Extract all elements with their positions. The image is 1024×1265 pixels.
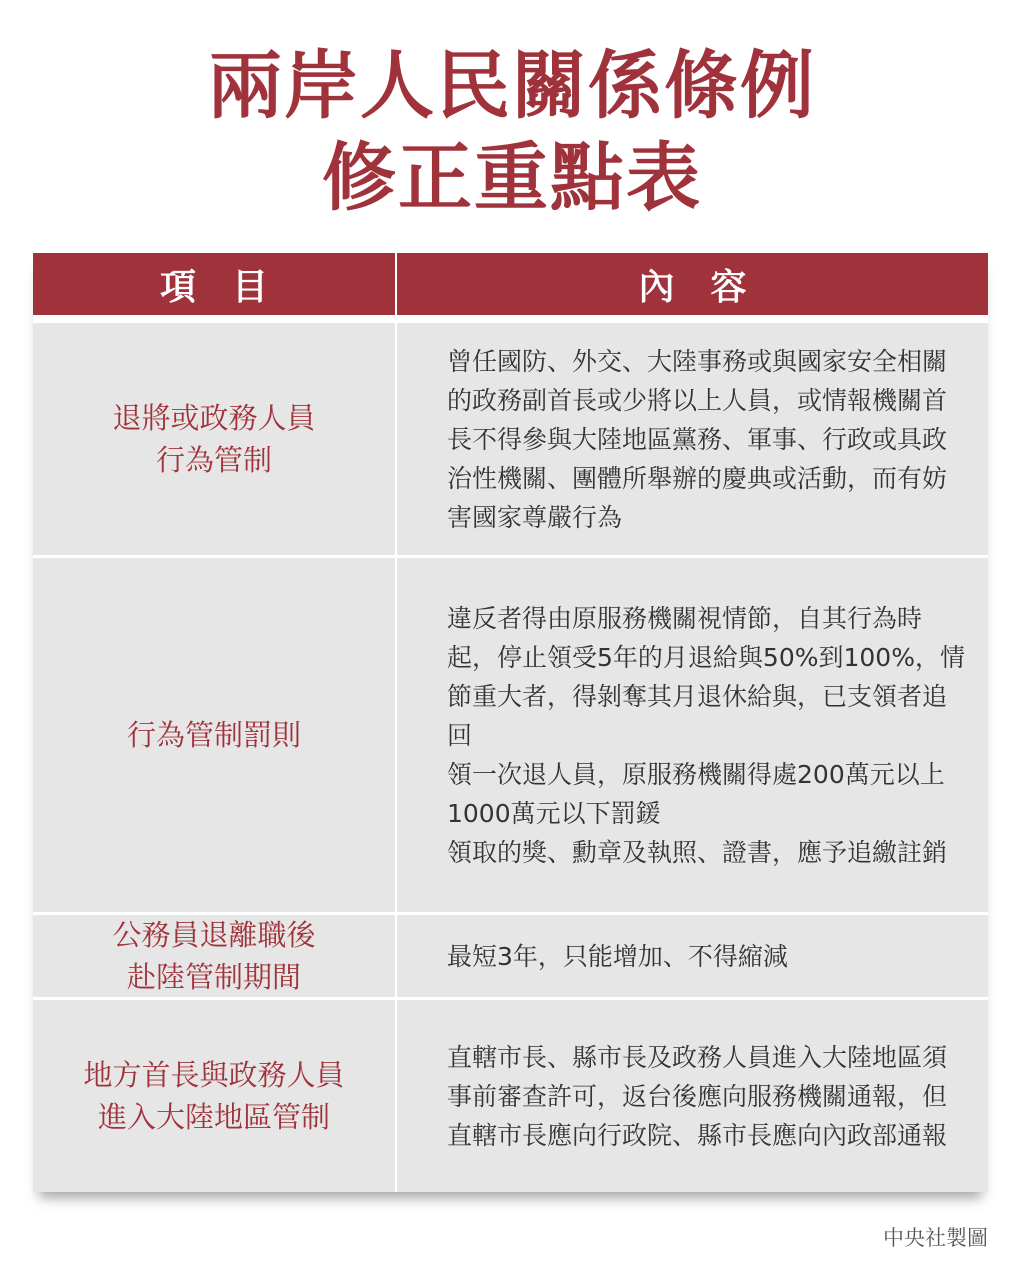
row-content-text: 領取的獎、勳章及執照、證書，應予追繳註銷 (447, 837, 948, 867)
title-line-2: 修正重點表 (322, 135, 702, 221)
row-content-cell (397, 915, 988, 997)
row-content-cell (397, 1000, 988, 1192)
row-content-cell (397, 323, 988, 555)
row-item-line: 行為管制罰則 (126, 718, 301, 752)
row-item-line: 行為管制 (155, 443, 272, 477)
row-content-cell (397, 558, 988, 912)
row-item-cell (33, 323, 397, 555)
row-item-line: 赴陸管制期間 (126, 960, 301, 994)
row-item-line: 退將或政務人員 (112, 401, 316, 435)
table-header (33, 253, 988, 315)
header-gap (33, 315, 988, 323)
table-row (33, 558, 988, 915)
table-row (33, 323, 988, 558)
row-content-text: 違反者得由原服務機關視情節，自其行為時起，停止領受5年的月退給與50%到100%，情節重大者，得剝奪其月退休給與，已支領者追回 (447, 603, 965, 750)
amendment-table (33, 253, 988, 1192)
row-content-text: 最短3年，只能增加、不得縮減 (447, 941, 788, 971)
row-item-line: 進入大陸地區管制 (97, 1100, 330, 1134)
row-item-line: 公務員退離職後 (112, 918, 316, 952)
table-row (33, 1000, 988, 1192)
source-credit: 中央社製圖 (883, 1226, 988, 1250)
row-item-line: 地方首長與政務人員 (83, 1058, 345, 1092)
row-item-cell (33, 558, 397, 912)
title-line-1: 兩岸人民關係條例 (208, 43, 816, 129)
header-content: 內容 (638, 266, 783, 308)
table-row (33, 915, 988, 1000)
row-item-cell (33, 915, 397, 997)
row-content-text: 直轄市長、縣市長及政務人員進入大陸地區須事前審查許可，返台後應向服務機關通報，但直轄市長應向行政院、縣市長應向內政部通報 (447, 1042, 948, 1150)
row-content-text: 領一次退人員，原服務機關得處200萬元以上1000萬元以下罰鍰 (447, 759, 945, 828)
row-content-text: 曾任國防、外交、大陸事務或與國家安全相關的政務副首長或少將以上人員，或情報機關首長不得參與大陸地區黨務、軍事、行政或具政治性機關、團體所舉辦的慶典或活動，而有妨害國家尊嚴行為 (447, 346, 948, 532)
row-item-cell (33, 1000, 397, 1192)
page-title (0, 40, 1024, 224)
header-item: 項目 (33, 253, 397, 315)
